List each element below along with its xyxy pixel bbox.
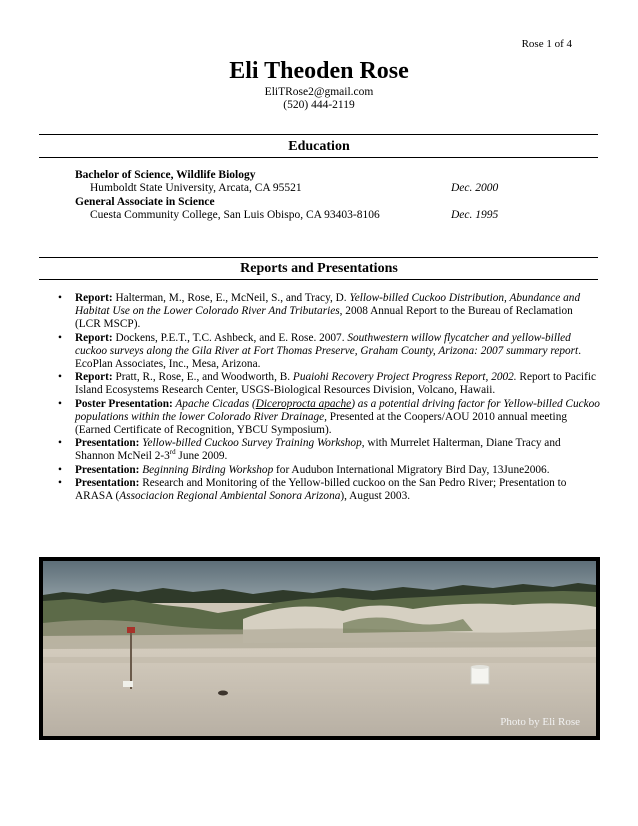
bullet-icon: • xyxy=(58,437,62,450)
institution-line xyxy=(75,209,545,222)
section-rule-bottom xyxy=(39,279,598,280)
presentation-item xyxy=(55,437,600,463)
species-name: Diceroprocta apache xyxy=(255,397,352,410)
item-label: Report: xyxy=(75,331,113,344)
item-text: Research and Monitoring of the Yellow-billed cuckoo on the San Pedro River; Presentation to ARASA ( xyxy=(75,476,567,503)
item-label: Presentation: xyxy=(75,463,140,476)
bullet-icon: • xyxy=(58,397,62,410)
bullet-icon: • xyxy=(58,476,62,489)
institution-line xyxy=(75,182,545,195)
phone-number: (520) 444-2119 xyxy=(283,99,355,111)
item-title: Beginning Birding Workshop xyxy=(139,463,274,476)
bullet-icon: • xyxy=(58,331,62,344)
item-label: Presentation: xyxy=(75,476,140,489)
reports-list xyxy=(55,292,600,503)
degree-date: Dec. 1995 xyxy=(451,209,499,221)
report-item xyxy=(55,371,600,397)
resume-name: Eli Theoden Rose xyxy=(229,58,409,84)
education-item xyxy=(75,195,545,222)
item-text: for Audubon International Migratory Bird Day, 13June2006. xyxy=(273,463,550,476)
presentation-item xyxy=(55,477,600,503)
poster-item xyxy=(55,398,600,438)
report-item xyxy=(55,292,600,332)
item-title: ) as a potential driving factor for Yellow-billed Cuckoo populations within the lower Colorado River Drainage, xyxy=(75,397,600,423)
bullet-icon: • xyxy=(58,292,62,304)
education-item xyxy=(75,168,545,195)
item-text: , 2008 Annual Report to the Bureau of Reclamation (LCR MSCP). xyxy=(75,305,573,331)
ordinal-suffix: rd xyxy=(169,448,176,457)
item-title: Yellow-billed Cuckoo Survey Training Workshop xyxy=(139,437,362,450)
degree: Bachelor of Science, Wildlife Biology xyxy=(75,169,256,181)
item-text: . EcoPlan Associates, Inc., Mesa, Arizona. xyxy=(75,344,582,371)
reports-heading: Reports and Presentations xyxy=(240,261,398,276)
bullet-icon: • xyxy=(58,463,62,476)
presentation-item xyxy=(55,464,600,477)
item-text: , with Murrelet Halterman, Diane Tracy and Shannon McNeil 2-3 xyxy=(75,437,561,463)
item-text: Dockens, P.E.T., T.C. Ashbeck, and E. Rose. 2007. xyxy=(112,331,348,344)
education-heading: Education xyxy=(288,139,350,154)
item-label: Report: xyxy=(75,371,113,384)
item-label: Poster Presentation: xyxy=(75,397,173,410)
item-title: Apache Cicadas ( xyxy=(172,397,256,410)
item-title: Puaiohi Recovery Project Progress Report, 2002. xyxy=(292,371,517,384)
item-title: Associacion Regional Ambiental Sonora Arizona xyxy=(119,490,341,503)
item-title: Southwestern willow flycatcher and yellow-billed cuckoo surveys along the Gila River at Fort Thomas Preserve, Graham County, Arizona: 2007 summary report xyxy=(75,331,579,357)
item-text: ), August 2003. xyxy=(340,490,411,503)
item-label: Report: xyxy=(75,292,113,304)
bullet-icon: • xyxy=(58,371,62,384)
item-text: Halterman, M., Rose, E., McNeil, S., and Tracy, D. xyxy=(112,292,350,304)
beach-scene xyxy=(43,561,596,736)
page-number: Rose 1 of 4 xyxy=(521,38,572,50)
education-list xyxy=(75,168,545,222)
email-address[interactable]: EliTRose2@gmail.com xyxy=(264,86,374,98)
degree: General Associate in Science xyxy=(75,196,215,208)
beach-photo xyxy=(39,557,600,740)
section-rule-bottom xyxy=(39,157,598,158)
institution: Humboldt State University, Arcata, CA 95521 xyxy=(90,182,302,194)
degree-date: Dec. 2000 xyxy=(451,182,499,194)
section-rule-top xyxy=(39,134,598,135)
item-label: Presentation: xyxy=(75,437,140,450)
item-text: Pratt, R., Rose, E., and Woodworth, B. xyxy=(112,371,293,384)
item-text: Report to Pacific Island Ecosystems Research Center, USGS-Biological Resources Division, Volcano, Hawaii. xyxy=(75,371,596,397)
item-title: Yellow-billed Cuckoo Distribution, Abundance and Habitat Use on the Lower Colorado River And Tributaries xyxy=(75,292,581,318)
item-text: June 2009. xyxy=(175,450,228,463)
photo-credit: Photo by Eli Rose xyxy=(500,716,580,728)
item-text: Presented at the Coopers/AOU 2010 annual meeting (Earned Certificate of Recognition, YBCU Symposium). xyxy=(75,410,567,437)
report-item xyxy=(55,332,600,372)
institution: Cuesta Community College, San Luis Obispo, CA 93403-8106 xyxy=(90,209,380,221)
section-rule-top xyxy=(39,257,598,258)
